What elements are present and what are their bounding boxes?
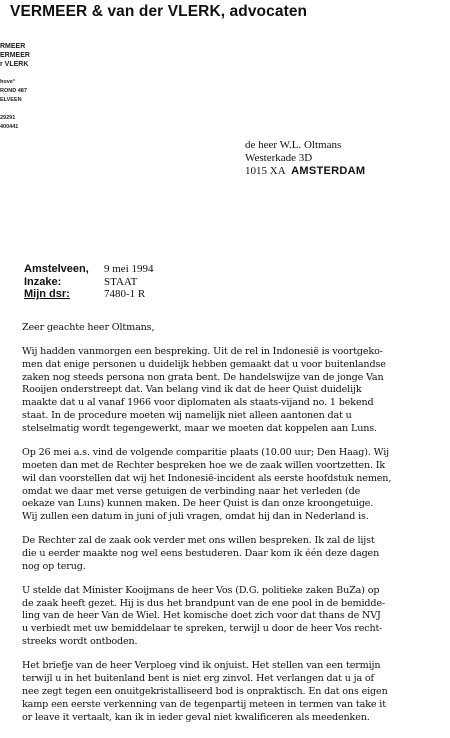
letter-meta xyxy=(24,263,154,301)
text-line: u verbiedt met uw bemiddelaar te spreken, terwijl u door de heer Vos recht- xyxy=(22,623,383,635)
text-line: Wij zullen een datum in juni of juli vragen, omdat hij dan in Nederland is. xyxy=(22,511,369,523)
place-label: Amstelveen, xyxy=(24,263,89,275)
text-line: nog op terug. xyxy=(22,560,86,572)
partner-name: r VLERK xyxy=(0,61,29,68)
firm-address-line: ELVEEN xyxy=(0,97,22,103)
text-line: moeten dan met de Rechter bespreken hoe we de zaak willen voortzetten. Ik xyxy=(22,459,386,471)
firm-address-line: ROND 487 xyxy=(0,88,27,94)
recipient-postcode: 1015 XA xyxy=(245,165,286,177)
letter-subject: STAAT xyxy=(104,275,138,288)
text-line: ling van de heer Van de Wiel. Het komische doet zich voor dat thans de NVJ xyxy=(22,610,381,622)
text-line: wil dan voorstellen dat wij het Indonesië-incident als eerste hoofdstuk nemen, xyxy=(22,472,392,484)
paragraph xyxy=(22,660,450,725)
recipient-address xyxy=(245,139,365,178)
recipient-city-line xyxy=(245,165,365,178)
text-line: nee zegt tegen een onuitgekristalliseerd bod is onpraktisch. En dat ons eigen xyxy=(22,685,388,697)
text-line: oekaze van Luns) kunnen maken. De heer Quist is dan onze kroongetuige. xyxy=(22,498,374,510)
reference-label: Mijn dsr: xyxy=(24,288,70,300)
text-line: terwijl u in het buitenland bent is niet erg zinvol. Het verlangen dat u ja of xyxy=(22,672,374,684)
firm-partners-column xyxy=(0,42,30,132)
letter-reference: 7480-1 R xyxy=(104,288,146,300)
letter-body xyxy=(22,322,450,735)
partner-name: RMEER xyxy=(0,43,26,50)
firm-address-line: hove° xyxy=(0,79,16,85)
paragraph xyxy=(22,535,450,574)
recipient-street: Westerkade 3D xyxy=(245,152,313,164)
text-line: die u eerder maakte nog wel eens bestuderen. Daar kom ik één deze dagen xyxy=(22,547,380,559)
text-line: staat. In de procedure moeten wij namelijk niet alleen aantonen dat u xyxy=(22,410,352,422)
text-line: kamp een eerste verkenning van de tegenpartij meteen in termen van take it xyxy=(22,698,386,710)
recipient-name: de heer W.L. Oltmans xyxy=(245,139,342,151)
letter-date: 9 mei 1994 xyxy=(104,263,154,275)
text-line: zaken nog steeds persona non grata bent. De handelswijze van de jonge Van xyxy=(22,371,384,383)
recipient-city: AMSTERDAM xyxy=(291,165,366,177)
text-line: or leave it vertaalt, kan ik in ieder geval niet kwalificeren als meedenken. xyxy=(22,711,370,723)
text-line: Op 26 mei a.s. vind de volgende comparitie plaats (10.00 uur; Den Haag). Wij xyxy=(22,446,389,458)
paragraph xyxy=(22,447,450,524)
text-line: men dat enige personen u duidelijk hebben gemaakt dat u voor buitenlandse xyxy=(22,358,386,370)
text-line: U stelde dat Minister Kooijmans de heer Vos (D.G. politieke zaken BuZa) op xyxy=(22,584,380,596)
text-line: Rooijen onderstreept dat. Van belang vind ik dat de heer Quist duidelijk xyxy=(22,384,362,396)
text-line: stelselmatig wordt tegengewerkt, maar we moeten dat koppelen aan Luns. xyxy=(22,423,377,435)
text-line: maakte dat u al vanaf 1966 voor diplomaten als staats-vijand no. 1 bekend xyxy=(22,397,374,409)
firm-phone: 29291 xyxy=(0,115,16,121)
text-line: Wij hadden vanmorgen een bespreking. Uit de rel in Indonesië is voortgeko- xyxy=(22,345,383,357)
firm-fax: 400441 xyxy=(0,124,19,130)
text-line: De Rechter zal de zaak ook verder met ons willen bespreken. Ik zal de lijst xyxy=(22,535,375,547)
partner-name: ERMEER xyxy=(0,52,30,59)
text-line: Het briefje van de heer Verploeg vind ik onjuist. Het stellen van een termijn xyxy=(22,659,381,671)
subject-label: Inzake: xyxy=(24,275,62,288)
paragraph xyxy=(22,346,450,436)
letterhead: VERMEER & van der VLERK, advocaten xyxy=(10,3,308,20)
text-line: de zaak heeft gezet. Hij is dus het brandpunt van de ene pool in de bemidde- xyxy=(22,597,386,609)
text-line: streeks wordt ontboden. xyxy=(22,636,138,648)
salutation: Zeer geachte heer Oltmans, xyxy=(22,322,155,333)
paragraph xyxy=(22,585,450,650)
text-line: omdat we daar met verse getuigen de verbinding naar het verleden (de xyxy=(22,485,361,497)
